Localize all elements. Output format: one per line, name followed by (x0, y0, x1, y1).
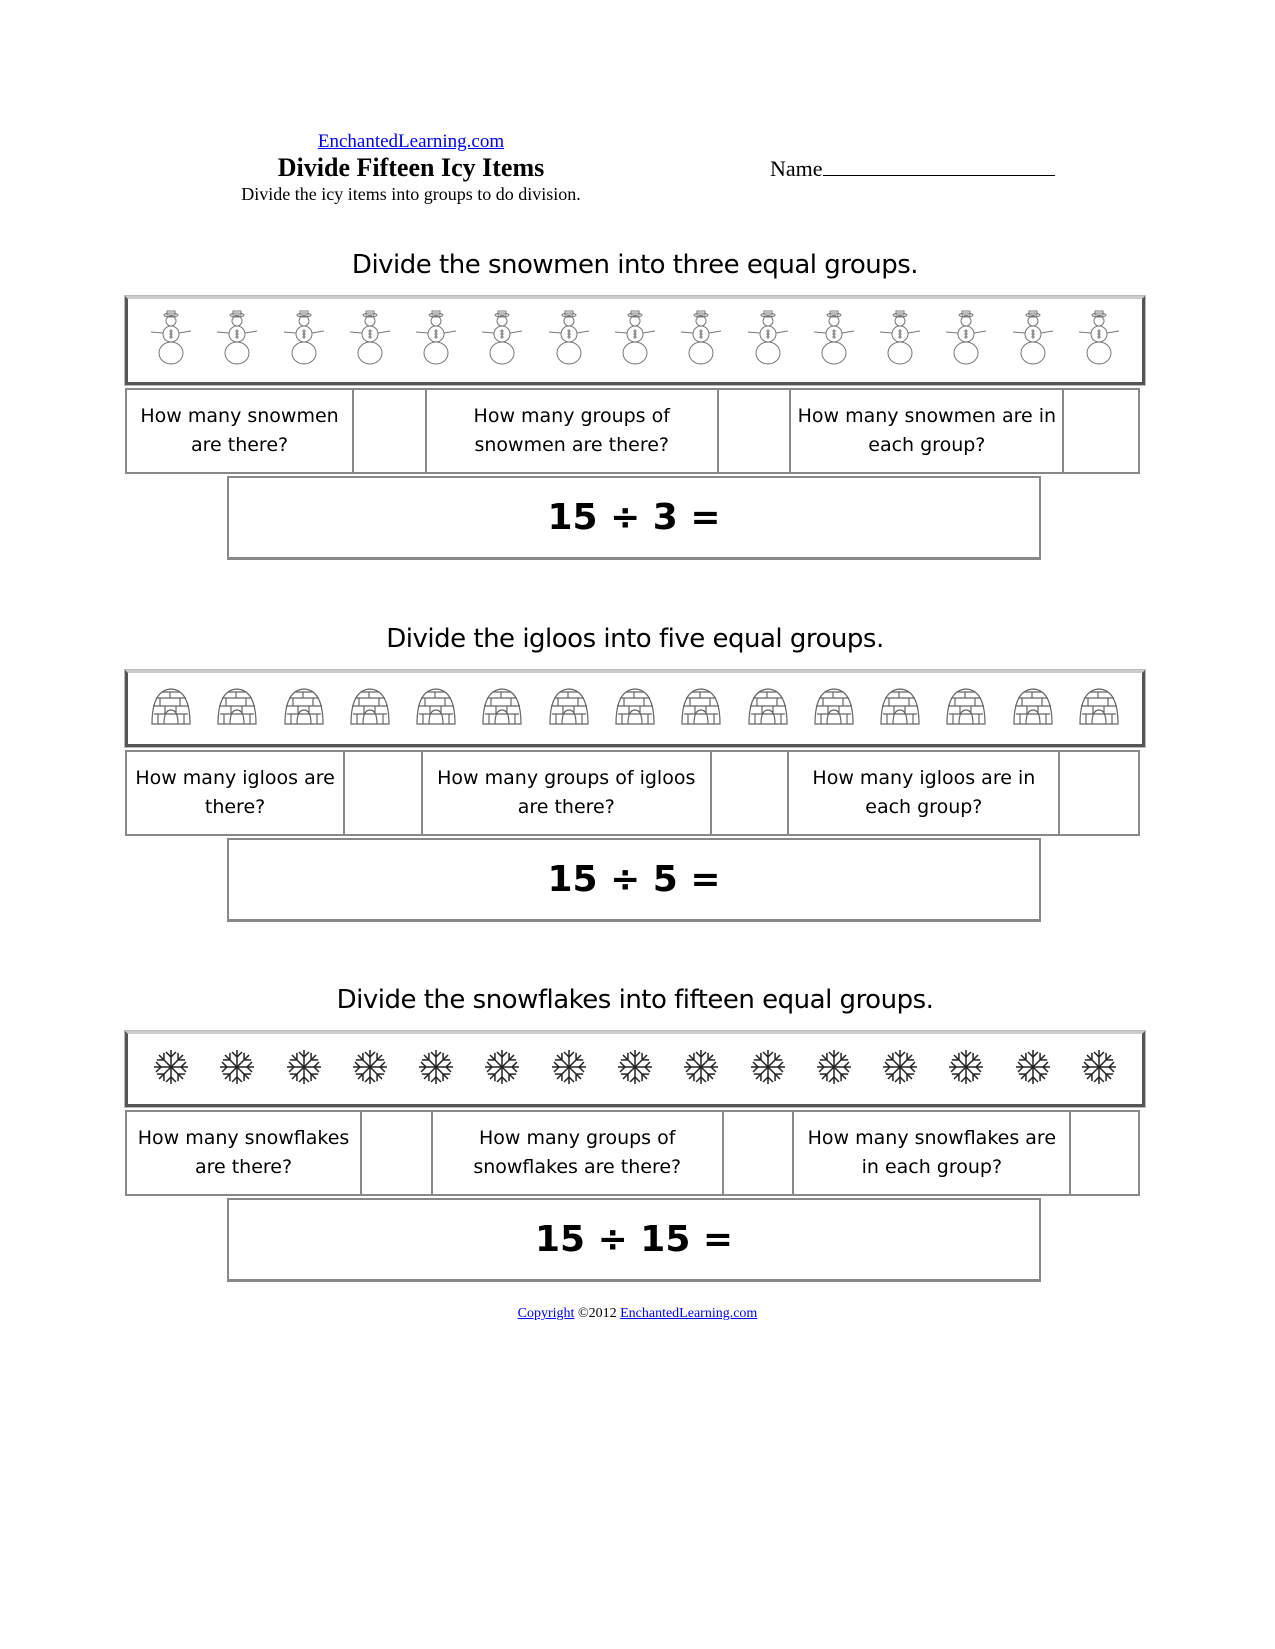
snowflake-icon (946, 1047, 986, 1092)
question-q1: How many snowmen are there? (127, 390, 354, 472)
igloo-icon (150, 686, 192, 731)
igloo-icon (349, 686, 391, 731)
snowman-icon (1011, 310, 1055, 371)
equation-box[interactable] (227, 1198, 1041, 1282)
snowman-icon (215, 310, 259, 371)
equation: 15 ÷ 15 = (534, 1219, 734, 1260)
snowman-icon (1077, 310, 1121, 371)
snowflake-icon (151, 1047, 191, 1092)
igloo-icon (813, 686, 855, 731)
question-row (125, 388, 1140, 474)
igloo-icon (415, 686, 457, 731)
equation-box[interactable] (227, 838, 1041, 922)
snowflake-icon (217, 1047, 257, 1092)
answer-box[interactable] (712, 752, 790, 834)
question-q3: How many snowflakes are in each group? (794, 1112, 1071, 1194)
worksheet-subtitle: Divide the icy items into groups to do division. (241, 184, 581, 204)
snowman-icon (944, 310, 988, 371)
snowman-icon (746, 310, 790, 371)
snowman-icon (812, 310, 856, 371)
section-heading: Divide the snowflakes into fifteen equal groups. (336, 985, 934, 1015)
answer-box[interactable] (1064, 390, 1138, 472)
items-box (125, 1031, 1145, 1107)
name-field[interactable] (770, 155, 1055, 182)
snowflake-icon (1079, 1047, 1119, 1092)
equation: 15 ÷ 3 = (547, 497, 721, 538)
answer-box[interactable] (345, 752, 423, 834)
question-q2: How many groups of igloos are there? (423, 752, 712, 834)
question-q2: How many groups of snowmen are there? (427, 390, 719, 472)
snowman-icon (547, 310, 591, 371)
question-row (125, 750, 1140, 836)
snowman-icon (878, 310, 922, 371)
snowman-icon (149, 310, 193, 371)
answer-box[interactable] (719, 390, 792, 472)
question-q2: How many groups of snowflakes are there? (433, 1112, 724, 1194)
question-row (125, 1110, 1140, 1196)
name-line[interactable] (823, 155, 1055, 176)
igloo-icon (614, 686, 656, 731)
igloo-icon (945, 686, 987, 731)
igloo-icon (879, 686, 921, 731)
igloo-icon (1012, 686, 1054, 731)
snowflake-icon (814, 1047, 854, 1092)
snowflake-icon (482, 1047, 522, 1092)
igloo-icon (216, 686, 258, 731)
name-label: Name (770, 156, 823, 181)
igloo-icon (1078, 686, 1120, 731)
snowflake-icon (416, 1047, 456, 1092)
items-box (125, 296, 1145, 385)
footer-site-link[interactable]: EnchantedLearning.com (620, 1306, 758, 1321)
igloo-icon (481, 686, 523, 731)
snowman-icon (679, 310, 723, 371)
items-box (125, 670, 1145, 747)
igloo-icon (747, 686, 789, 731)
snowman-icon (613, 310, 657, 371)
copyright-link[interactable]: Copyright (517, 1306, 575, 1321)
snowman-icon (282, 310, 326, 371)
answer-box[interactable] (362, 1112, 433, 1194)
worksheet-title: Divide Fifteen Icy Items (277, 153, 545, 182)
snowman-icon (414, 310, 458, 371)
section-heading: Divide the igloos into five equal groups. (386, 624, 884, 654)
question-q1: How many snowflakes are there? (127, 1112, 362, 1194)
snowflake-icon (880, 1047, 920, 1092)
snowflake-icon (681, 1047, 721, 1092)
equation-box[interactable] (227, 476, 1041, 560)
answer-box[interactable] (724, 1112, 795, 1194)
site-link[interactable]: EnchantedLearning.com (317, 131, 505, 152)
equation: 15 ÷ 5 = (547, 859, 721, 900)
snowman-icon (480, 310, 524, 371)
snowflake-icon (549, 1047, 589, 1092)
igloo-icon (283, 686, 325, 731)
snowman-icon (348, 310, 392, 371)
copyright-year: ©2012 (577, 1306, 617, 1321)
question-q3: How many igloos are in each group? (789, 752, 1060, 834)
answer-box[interactable] (1060, 752, 1138, 834)
snowflake-icon (284, 1047, 324, 1092)
question-q3: How many snowmen are in each group? (791, 390, 1064, 472)
snowflake-icon (1013, 1047, 1053, 1092)
question-q1: How many igloos are there? (127, 752, 345, 834)
answer-box[interactable] (354, 390, 427, 472)
igloo-icon (680, 686, 722, 731)
igloo-icon (548, 686, 590, 731)
snowflake-icon (350, 1047, 390, 1092)
answer-box[interactable] (1071, 1112, 1138, 1194)
snowflake-icon (615, 1047, 655, 1092)
footer (300, 1306, 975, 1322)
section-heading: Divide the snowmen into three equal groups. (351, 250, 919, 280)
snowflake-icon (748, 1047, 788, 1092)
